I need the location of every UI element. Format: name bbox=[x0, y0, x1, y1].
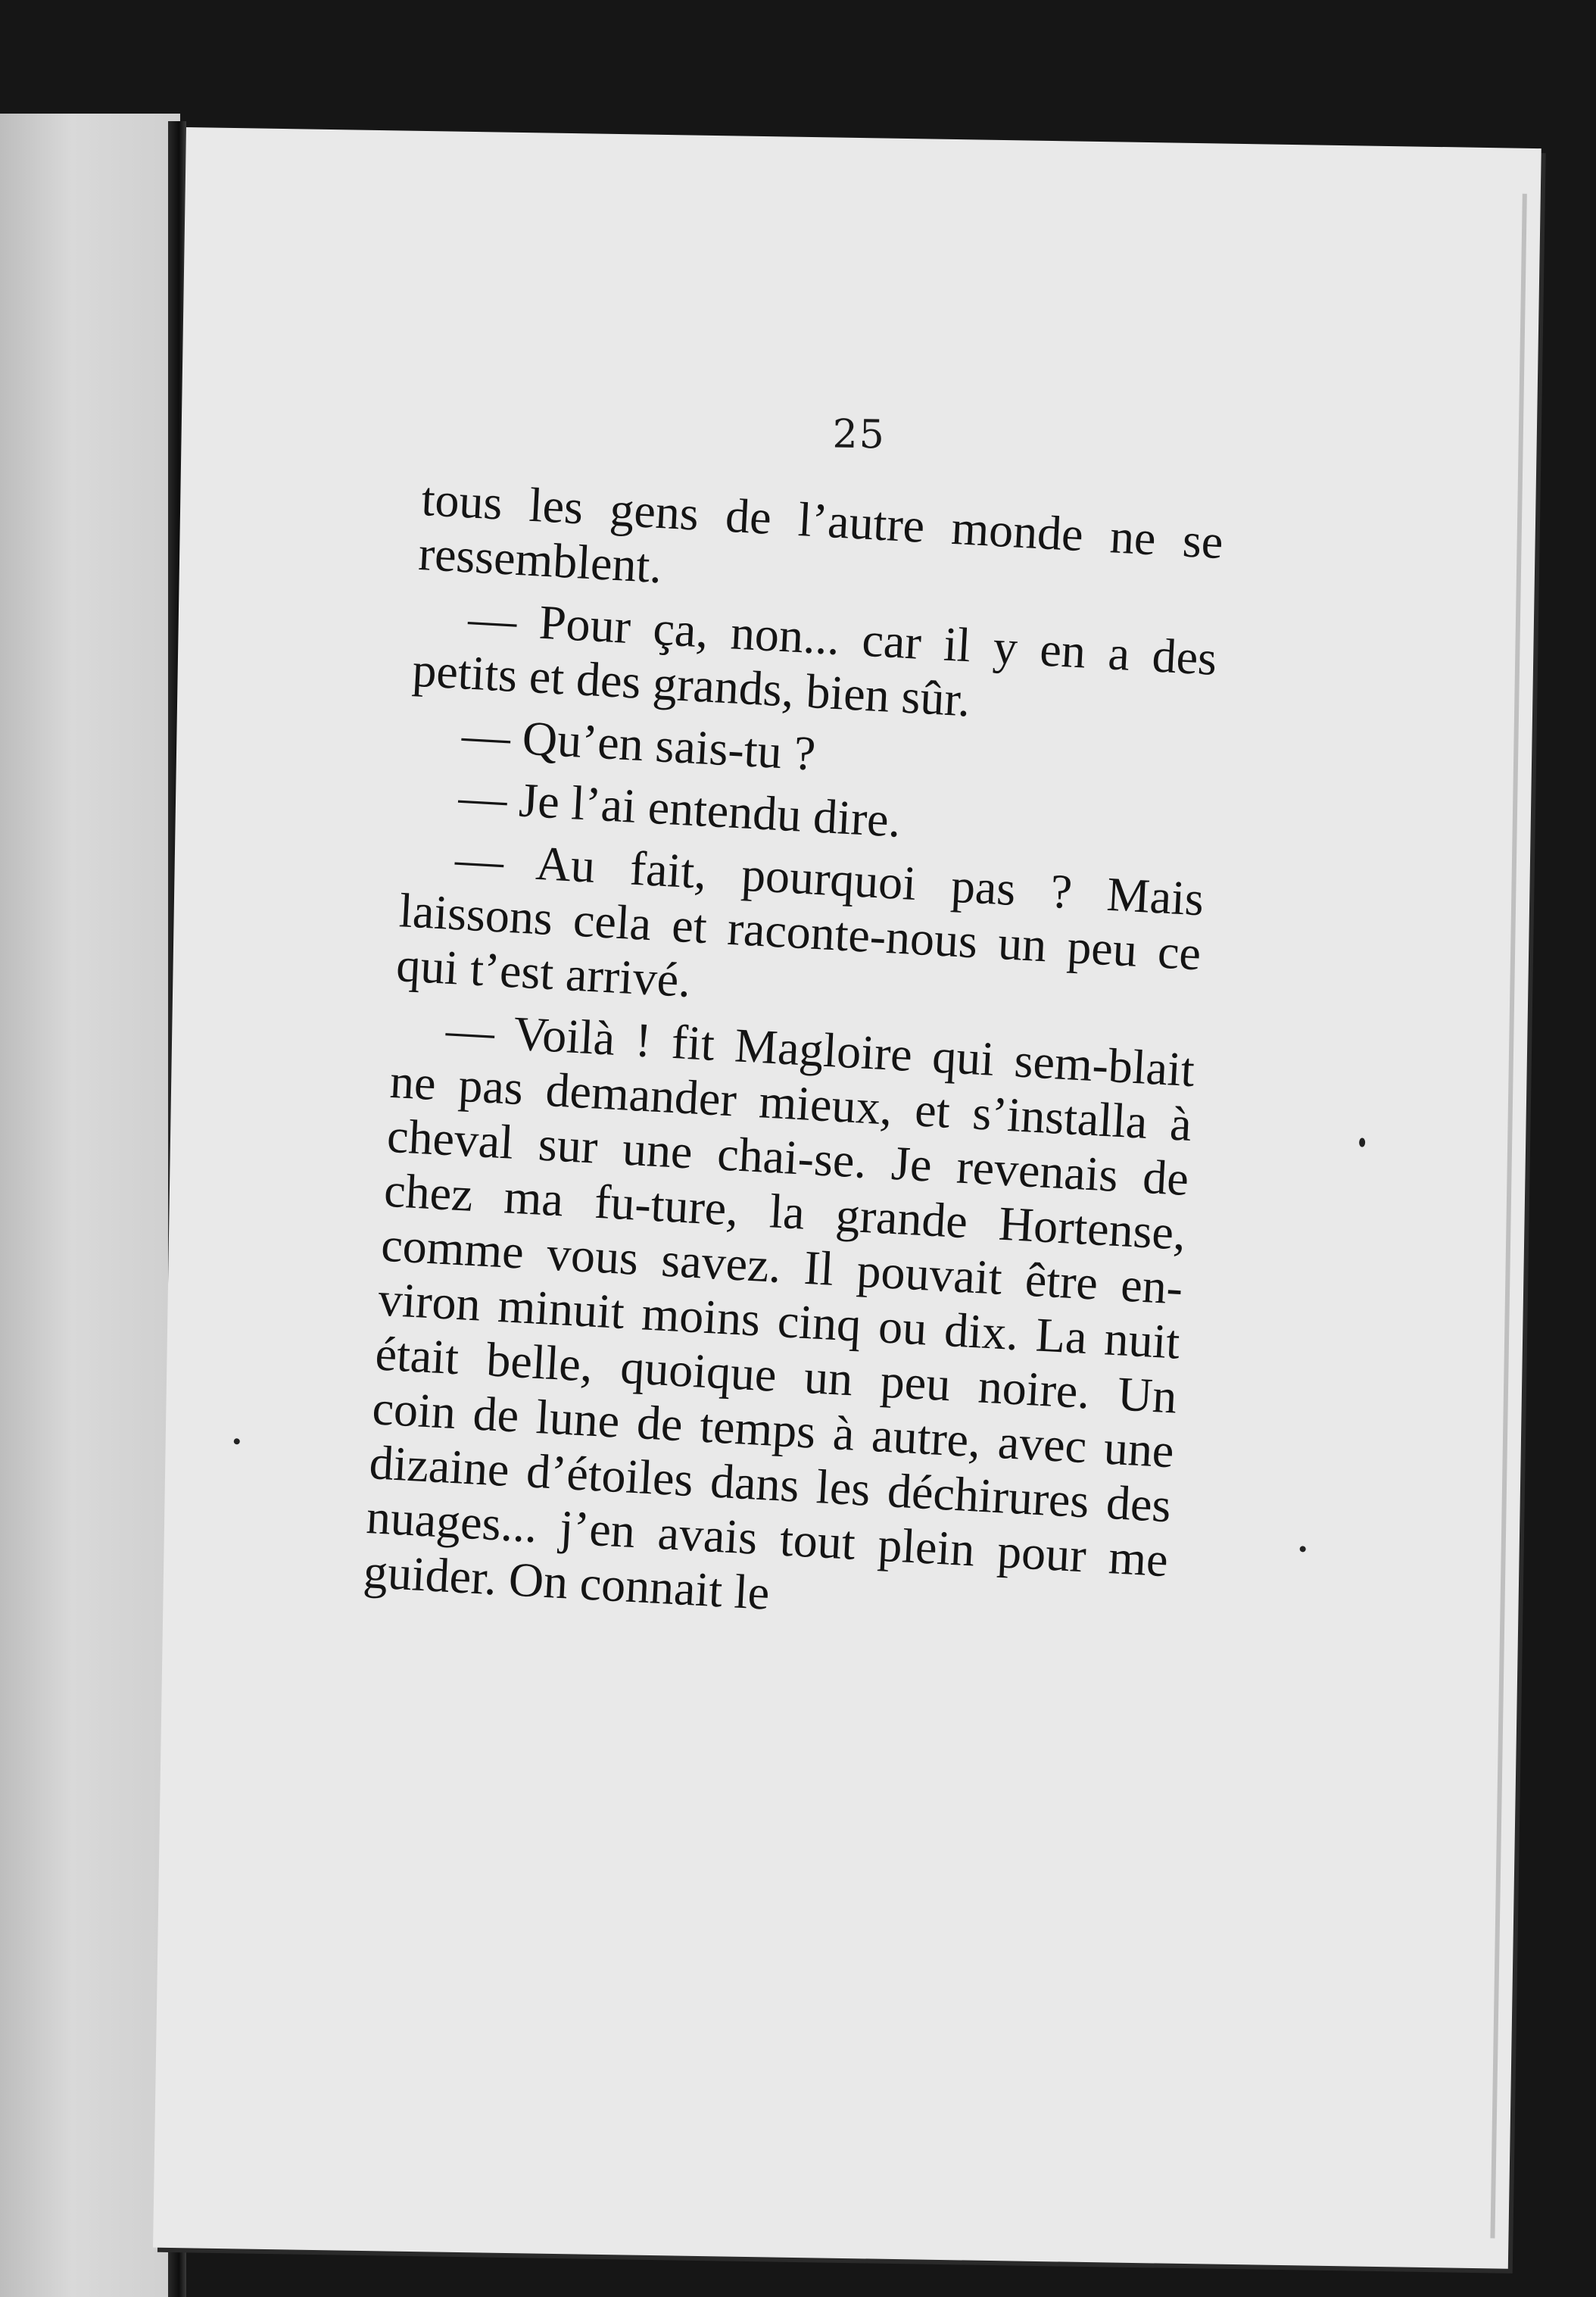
book-page bbox=[153, 127, 1541, 2269]
paper-speck bbox=[1300, 1546, 1306, 1552]
paragraph-4: — Je l’ai entendu dire. bbox=[457, 769, 902, 847]
previous-page-edge bbox=[0, 114, 180, 2297]
page-edge-shadow bbox=[1490, 194, 1526, 2239]
paragraph-5: — Au fait, pourquoi pas ? Mais laissons cela et raconte-nous un peu ce qui t’est arrivé. bbox=[394, 832, 1205, 1008]
paragraph-6: — Voilà ! fit Magloire qui sem-blait ne pas demander mieux, et s’installa à cheval sur une chai-se. Je revenais de chez ma fu-ture, la grande Hortense, comme vous savez. Il pouvait être en-viron minuit moins cinq ou dix. La nuit était belle, quoique un peu noire. Un coin de lune de temps à autre, avec une dizaine d’étoiles dans les déchirures des nuages... j’en avais tout plein pour me guider. On connait le bbox=[362, 1002, 1196, 1620]
paper-speck bbox=[234, 1438, 240, 1444]
paragraph-1: tous les gens de l’autre monde ne se ressemblent. bbox=[417, 471, 1225, 594]
paragraph-3: — Qu’en sais-tu ? bbox=[460, 707, 817, 781]
paragraph-2: — Pour ça, non... car il y en a des petits et des grands, bien sûr. bbox=[410, 591, 1219, 727]
paper-speck bbox=[1359, 1138, 1365, 1147]
page-number: 25 bbox=[832, 411, 887, 458]
page-body-text bbox=[362, 472, 1225, 1649]
